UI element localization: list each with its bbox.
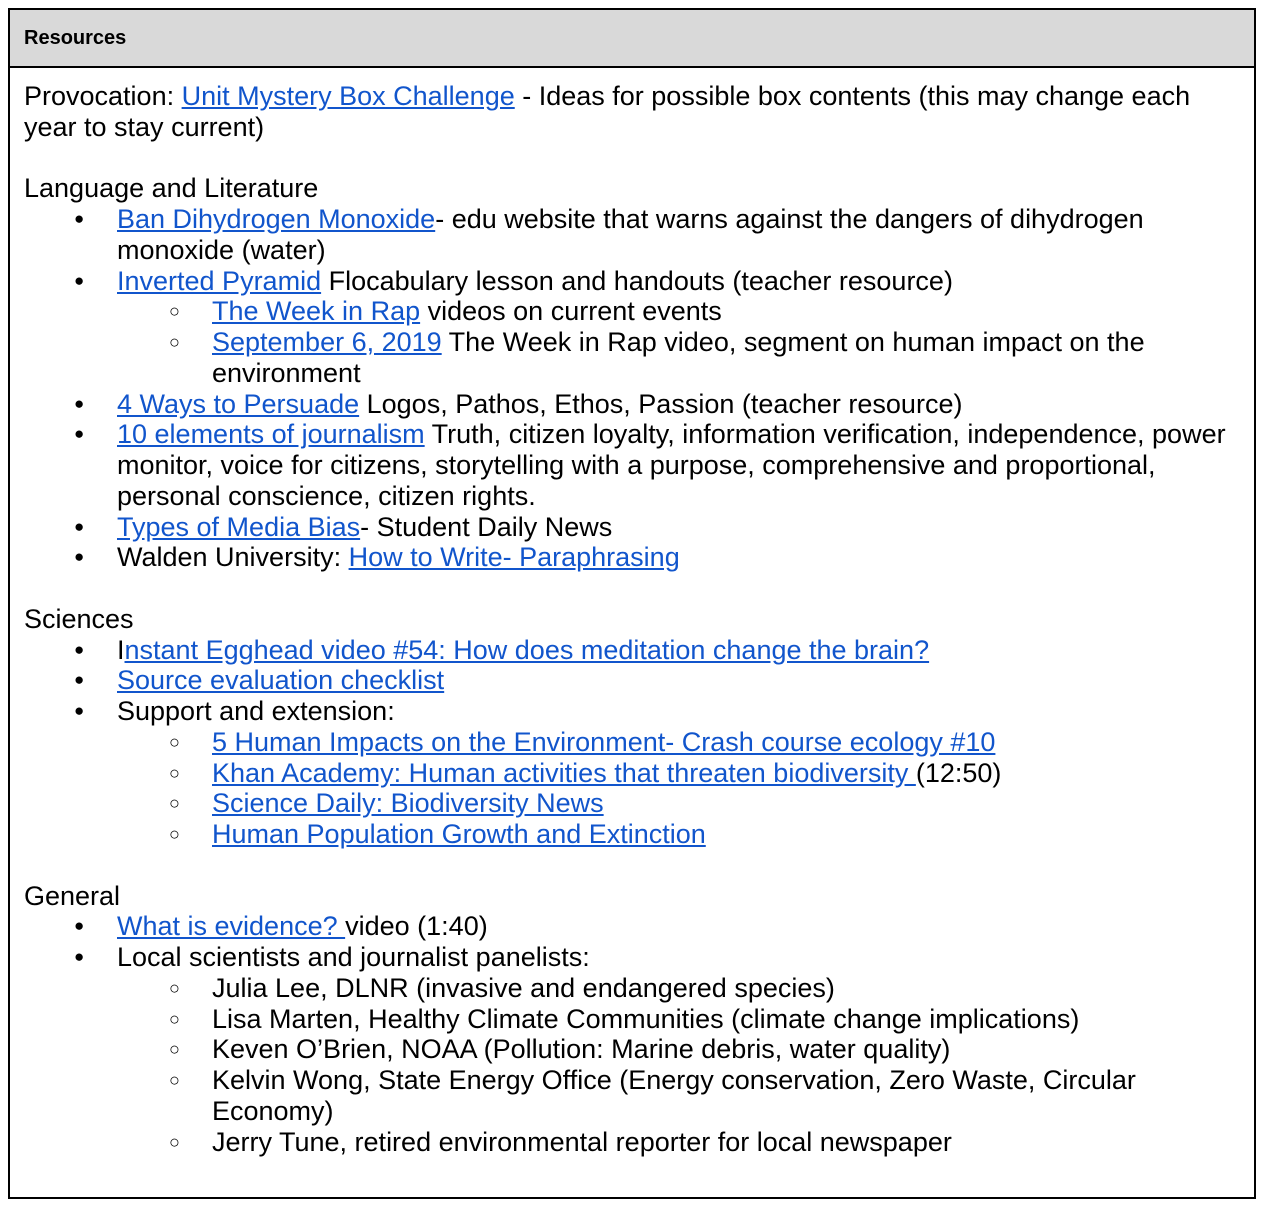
list-item	[24, 973, 1234, 1004]
list-item	[24, 1034, 1234, 1065]
resource-link[interactable]: Khan Academy: Human activities that threaten biodiversity	[212, 757, 916, 788]
circle-icon: ○	[169, 762, 180, 783]
list-item	[24, 1065, 1234, 1127]
list-item	[24, 204, 1234, 266]
resource-link[interactable]: 10 elements of journalism	[117, 419, 425, 450]
bullet-icon: ●	[74, 947, 85, 966]
resource-link[interactable]: How to Write- Paraphrasing	[348, 542, 680, 573]
text-segment: video (1:40)	[345, 911, 488, 942]
text-segment: Kelvin Wong, State Energy Office (Energy conservation, Zero Waste, Circular Economy)	[212, 1065, 1136, 1126]
list-item	[24, 266, 1234, 297]
bullet-icon: ●	[74, 516, 85, 536]
circle-icon: ○	[169, 1070, 180, 1090]
list-item	[24, 788, 1234, 819]
text-segment: Local scientists and journalist panelists:	[117, 942, 590, 972]
section-title: Sciences	[24, 603, 134, 634]
resource-link[interactable]: What is evidence?	[117, 911, 346, 942]
text-segment: (12:50)	[915, 757, 1002, 788]
resource-link[interactable]: Source evaluation checklist	[117, 665, 445, 696]
bullet-icon: ●	[74, 270, 85, 290]
resource-link[interactable]: The Week in Rap	[212, 296, 421, 327]
list-item	[24, 1127, 1234, 1158]
list-item	[24, 819, 1234, 850]
text-segment: Julia Lee, DLNR (invasive and endangered species)	[212, 972, 835, 1003]
list-item	[24, 296, 1234, 327]
bullet-icon: ●	[74, 701, 85, 720]
resource-link[interactable]: Science Daily: Biodiversity News	[212, 788, 604, 819]
text-segment: Provocation:	[24, 81, 182, 111]
table-body-cell	[10, 68, 1254, 1197]
list-item	[24, 512, 1234, 543]
intro-paragraph	[24, 81, 1234, 143]
list-item	[24, 696, 1234, 727]
circle-icon: ○	[169, 793, 180, 814]
list-item	[24, 665, 1234, 696]
sections-container	[24, 173, 1234, 1157]
bullet-icon: ●	[74, 424, 85, 444]
resource-link[interactable]: Inverted Pyramid	[117, 265, 322, 296]
list-item	[24, 389, 1234, 420]
text-segment: Keven O’Brien, NOAA (Pollution: Marine debris, water quality)	[212, 1034, 951, 1065]
bullet-icon: ●	[74, 916, 85, 936]
bullet-icon: ●	[74, 547, 85, 567]
list-item	[24, 911, 1234, 942]
bullet-icon: ●	[74, 209, 85, 228]
resource-link[interactable]: nstant Egghead video #54: How does meditation change the brain?	[124, 634, 930, 665]
list-item	[24, 942, 1234, 973]
resource-link[interactable]: September 6, 2019	[212, 327, 442, 357]
list-item	[24, 727, 1234, 758]
circle-icon: ○	[169, 301, 180, 322]
text-segment: - edu website that warns against the dangers of dihydrogen monoxide (water)	[117, 204, 1144, 265]
section-general	[24, 881, 1234, 1158]
circle-icon: ○	[169, 824, 180, 844]
text-segment: The Week in Rap video, segment on human impact on the environment	[212, 327, 1145, 388]
list-item	[24, 1004, 1234, 1035]
circle-icon: ○	[169, 731, 180, 752]
text-segment: Truth, citizen loyalty, information verification, independence, power monitor, voice for citizens, storytelling with a purpose, comprehensive and proportional, personal conscience, citizen rights.	[117, 419, 1226, 511]
list-item	[24, 635, 1234, 666]
text-segment: videos on current events	[420, 296, 722, 327]
circle-icon: ○	[169, 977, 180, 998]
resource-link[interactable]: 5 Human Impacts on the Environment- Crash course ecology #10	[212, 726, 996, 757]
section-language-and-literature	[24, 173, 1234, 573]
text-segment: Logos, Pathos, Ethos, Passion (teacher resource)	[359, 388, 963, 419]
text-segment: Support and extension:	[117, 696, 395, 726]
section-title: General	[24, 880, 121, 911]
text-segment: Walden University:	[117, 542, 349, 573]
list-item	[24, 758, 1234, 789]
resources-table	[8, 8, 1256, 1199]
text-segment: - Student Daily News	[360, 511, 613, 542]
section-sciences	[24, 604, 1234, 850]
text-segment: I	[117, 634, 125, 665]
bullet-icon: ●	[74, 639, 85, 659]
resource-link[interactable]: Types of Media Bias	[117, 511, 361, 542]
bullet-icon: ●	[74, 670, 85, 690]
circle-icon: ○	[169, 332, 180, 352]
table-header-row	[10, 10, 1254, 68]
circle-icon: ○	[169, 1039, 180, 1060]
bullet-icon: ●	[74, 393, 85, 413]
list-item	[24, 327, 1234, 389]
list-item	[24, 542, 1234, 573]
resource-link[interactable]: Unit Mystery Box Challenge	[181, 81, 515, 111]
text-segment: - Ideas for possible box contents (this may change each year to stay current)	[24, 81, 1191, 142]
resource-link[interactable]: Human Population Growth and Extinction	[212, 819, 706, 849]
circle-icon: ○	[169, 1008, 180, 1029]
table-header-title: Resources	[24, 27, 127, 49]
circle-icon: ○	[169, 1131, 180, 1152]
resource-link[interactable]: Ban Dihydrogen Monoxide	[117, 204, 436, 234]
list-item	[24, 419, 1234, 511]
text-segment: Jerry Tune, retired environmental reporter for local newspaper	[212, 1126, 952, 1157]
text-segment: Lisa Marten, Healthy Climate Communities (climate change implications)	[212, 1003, 1080, 1034]
resource-link[interactable]: 4 Ways to Persuade	[117, 388, 360, 419]
text-segment: Flocabulary lesson and handouts (teacher resource)	[321, 265, 953, 296]
section-title: Language and Literature	[24, 173, 319, 204]
